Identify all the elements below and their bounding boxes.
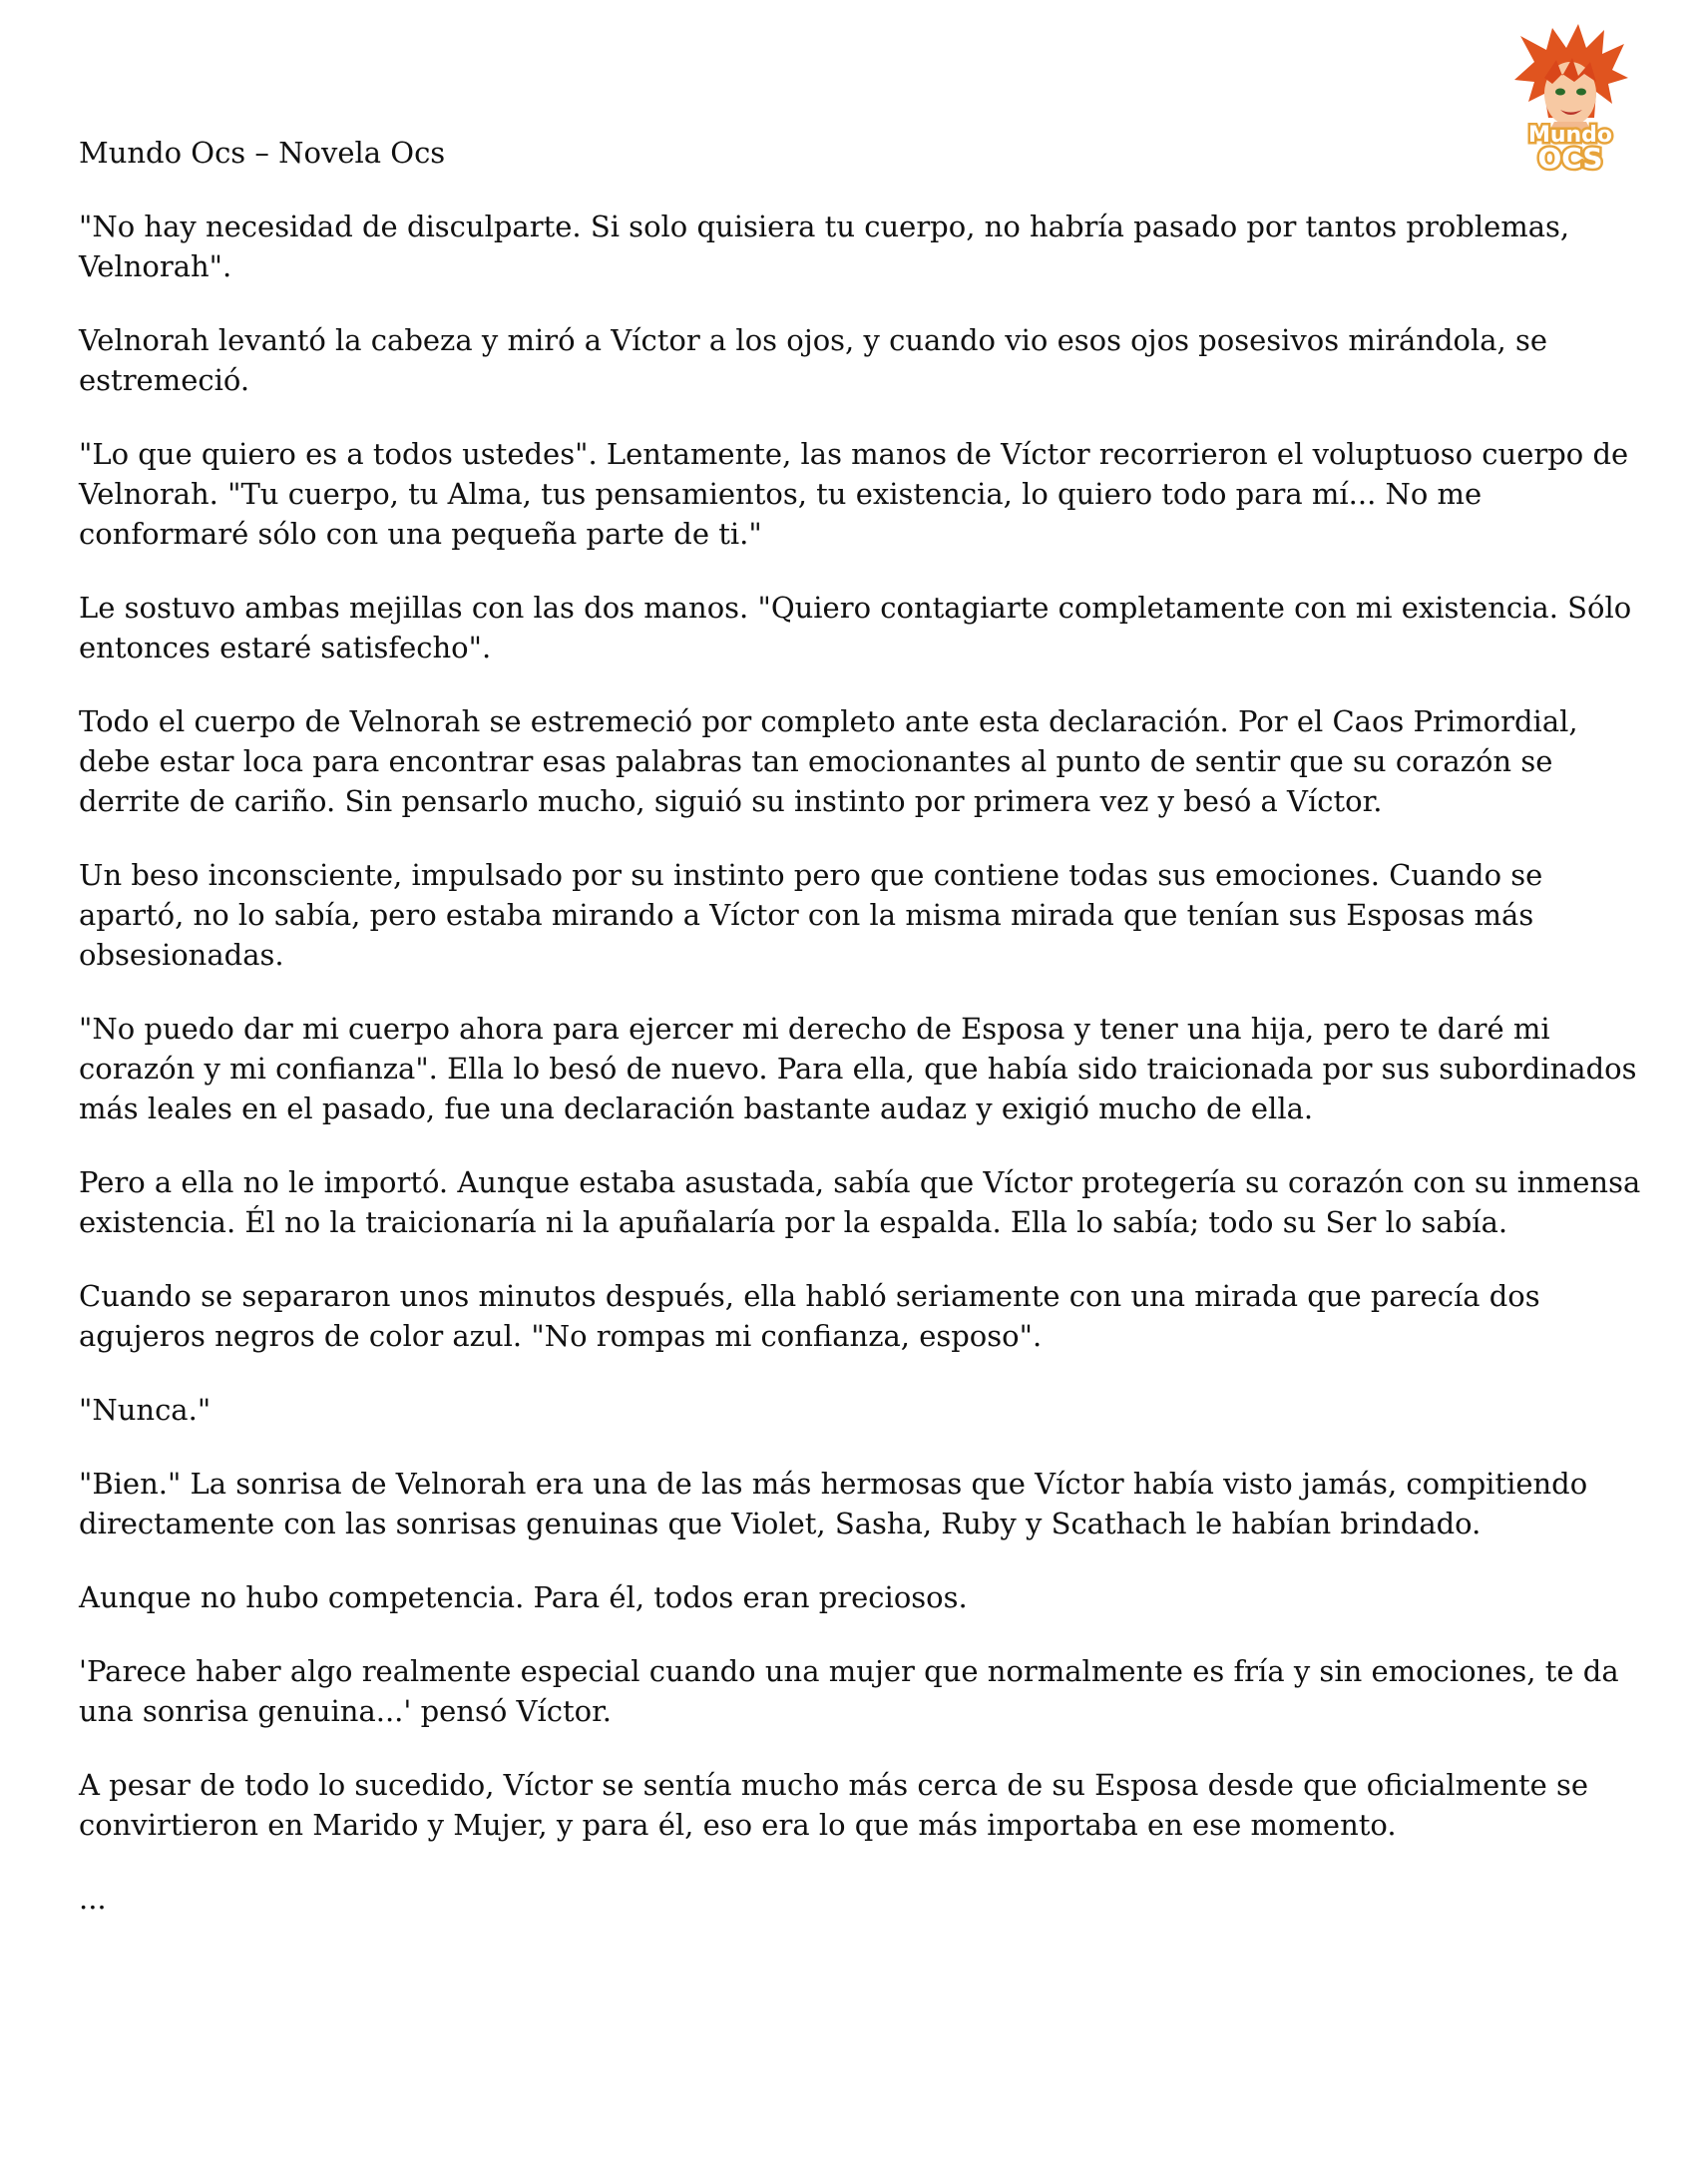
svg-text:Mundo: Mundo [1527,123,1613,148]
logo-text [1528,123,1612,174]
paragraph: 'Parece haber algo realmente especial cuando una mujer que normalmente es fría y sin emociones, te da una sonrisa genuina...' pensó Víctor. [79,1654,1619,1728]
paragraph: Cuando se separaron unos minutos después, ella habló seriamente con una mirada que parecía dos agujeros negros de color azul. "No rompas mi confianza, esposo". [79,1279,1540,1353]
paragraph: Todo el cuerpo de Velnorah se estremeció por completo ante esta declaración. Por el Caos Primordial, debe estar loca para encontrar esas palabras tan emocionantes al punto de sentir que su corazón se derrite de cariño. Sin pensarlo mucho, siguió su instinto por primera vez y besó a Víctor. [79,704,1578,818]
story-body [79,207,1647,1953]
paragraph: "Lo que quiero es a todos ustedes". Lentamente, las manos de Víctor recorrieron el voluptuoso cuerpo de Velnorah. "Tu cuerpo, tu Alma, tus pensamientos, tu existencia, lo quiero todo para mí... No me conformaré sólo con una pequeña parte de ti." [79,437,1629,551]
paragraph: "Bien." La sonrisa de Velnorah era una de las más hermosas que Víctor había visto jamás, compitiendo directamente con las sonrisas genuinas que Violet, Sasha, Ruby y Scathach le habían brindado. [79,1467,1588,1540]
paragraph: A pesar de todo lo sucedido, Víctor se sentía mucho más cerca de su Esposa desde que oficialmente se convirtieron en Marido y Mujer, y para él, eso era lo que más importaba en ese momento. [79,1768,1589,1842]
paragraph: Velnorah levantó la cabeza y miró a Víctor a los ojos, y cuando vio esos ojos posesivos mirándola, se estremeció. [79,323,1548,397]
paragraph: "Nunca." [79,1393,212,1427]
paragraph: "No puedo dar mi cuerpo ahora para ejercer mi derecho de Esposa y tener una hija, pero te daré mi corazón y mi confianza". Ella lo besó de nuevo. Para ella, que había sido traicionada por sus subordinados más leales en el pasado, fue una declaración bastante audaz y exigió mucho de ella. [79,1012,1637,1125]
paragraph: Un beso inconsciente, impulsado por su instinto pero que contiene todas sus emociones. Cuando se apartó, no lo sabía, pero estaba mirando a Víctor con la misma mirada que tenían sus Esposas más obsesionadas. [79,858,1543,972]
ellipsis: ... [79,1882,107,1916]
paragraph: Le sostuvo ambas mejillas con las dos manos. "Quiero contagiarte completamente con mi existencia. Sólo entonces estaré satisfecho". [79,591,1632,664]
page-header: Mundo Ocs – Novela Ocs [79,136,446,170]
mundo-ocs-logo [1500,22,1640,174]
paragraph: Aunque no hubo competencia. Para él, todos eran preciosos. [79,1580,968,1614]
paragraph: Pero a ella no le importó. Aunque estaba asustada, sabía que Víctor protegería su corazón con su inmensa existencia. Él no la traicionaría ni la apuñalaría por la espalda. Ella lo sabía; todo su Ser lo sabía. [79,1165,1641,1239]
paragraph: "No hay necesidad de disculparte. Si solo quisiera tu cuerpo, no habría pasado por tantos problemas, Velnorah". [79,210,1570,283]
svg-text:OCS: OCS [1537,142,1603,174]
